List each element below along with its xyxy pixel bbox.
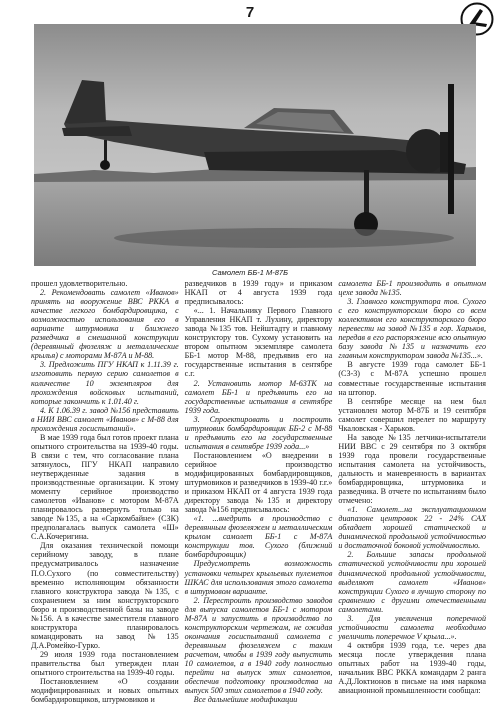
page-number: 7 (245, 4, 255, 21)
aircraft-photo (34, 24, 476, 266)
paragraph: 3. Предложить ПГУ НКАП к 1.11.39 г. изготовить первую серию самолетов в количестве 10 экземпляров для прохождения войсковых испытаний, которые закончить к 1.01.40 г. (31, 360, 179, 406)
paragraph: «1. Самолет...на эксплуатационном диапазоне центровок 22 - 24% САХ обладает хорошей статической и динамической продольной устойчивостью и достаточной боковой устойчивостью. (338, 505, 487, 551)
paragraph: Постановлением «О внедрении в серийное производство модифицированных бомбардировщиков, штурмовиков и разведчиков в 1939-40 г.г.» и приказом НКАП от 4 августа 1939 года директору завода №135 и директору завода №156 предписывалось: (184, 450, 333, 515)
paragraph: 2. Установить мотор М-63ТК на самолет ББ-1 и предъявить его на государственные испытания в сентябре 1939 года. (184, 378, 333, 415)
paragraph: 3. Спроектировать и построить штурмовик бомбардировщик ББ-2 с М-88 и предъявить его на государственные испытания в сентябре 1939 года...» (184, 414, 333, 451)
paragraph: В мае 1939 года был готов проект плана опытного строительства на 1939-40 годы. В связи с тем, что согласование плана затянулось, ПГУ НКАП направило неутвержденные задания в производственные организации. К этому моменту серийное производство самолетов «Иванов» с мотором М-87А планировалось развернуть только на заводе №135, а на «Саркомбайне» (СЗК) предполагалась выпуск самолета «Ш» С.А.Кочеригина. (31, 432, 179, 542)
paragraph: Предусмотреть возможность установки четырех крыльевых пулеметов ШКАС для использования этого самолета в штурмовом варианте. (184, 559, 333, 596)
paragraph: 4 октября 1939 года, т.е. через два месяца после утверждения плана опытных работ на 1939-40 годы, начальник ВВС РККА командарм 2 ранга А.Д.Локтионов в письме на имя наркома авиационной промышленности сообщал: (338, 640, 487, 696)
text-column (184, 279, 333, 704)
paragraph: Постановлением «О создании модифицированных и новых опытных бомбардировщиков, штурмовиков и (31, 677, 179, 704)
paragraph: В сентябре месяце на нем был установлен мотор М-87Б и 19 сентября самолет совершил перелет по маршруту Чкаловская - Харьков. (338, 396, 487, 433)
paragraph: 3. Для увеличения поперечной устойчивости самолета необходимо увеличить поперечное V крыла...». (338, 613, 487, 641)
text-column (31, 279, 179, 704)
article-body (31, 279, 487, 704)
aircraft-photo-image (34, 24, 476, 266)
photo-caption: Самолет ББ-1 М-87Б (212, 268, 288, 277)
paragraph: 2. Перестроить производство заводов для выпуска самолетов ББ-1 с мотором М-87А и запустить в производство по конструкторским чертежам, не ожидая окончания госиспытаний самолета с деревянным фюзеляжем с таким расчетом, чтобы в 1939 году выпустить 10 самолетов, а в 1940 году полностью перейти на выпуск этих самолетов, обеспечив подготовку производства на выпуск 500 этих самолетов в 1940 году. (184, 595, 333, 696)
paragraph: На заводе №135 летчики-испытатели НИИ ВВС с 29 сентября по 3 октября 1939 года провели государственные испытания самолета на устойчивость, дальность и маневренность в вариантах бомбардировщика, штурмовика и разведчика. В отчете по испытаниям было отмечено: (338, 432, 487, 506)
paragraph: «1. ...внедрить в производство с деревянным фюзеляжем и металлическим крылом самолет ББ-1 с М-87А конструкции тов. Сухого (ближний бомбардировщик) (184, 514, 333, 560)
paragraph: 4. К 1.06.39 г. завод №156 представить в НИИ ВВС самолет «Иванов» с М-88 для прохождения госиспытаний». (31, 405, 179, 433)
paragraph: разведчиков в 1939 году» и приказом НКАП от 4 августа 1939 года предписывалось: (184, 279, 333, 307)
paragraph: Все дальнейшие модификации (193, 695, 298, 704)
paragraph: самолета ББ-1 производить в опытном цехе завода №135. (338, 279, 487, 298)
text-column (338, 279, 487, 696)
paragraph: 3. Главного конструктора тов. Сухого с его конструкторским бюро со всем коллективом его конструкторского бюро перевести на завод №135 в гор. Харьков, передав в его распоряжение всю опытную базу завода №135 и назначить его главным конструктором завода №135...». (338, 297, 487, 361)
paragraph: 2. Рекомендовать самолет «Иванов» принять на вооружение ВВС РККА в качестве легкого бомбардировщика, с возможностью использования его в варианте штурмовика и ближнего разведчика в смешанной конструкции (деревянный фюзеляж и металлические крылья) с моторами М-87А и М-88. (31, 288, 179, 361)
paragraph: прошел удовлетворительно. (31, 279, 128, 288)
paragraph: 2. Большие запасы продольной статической устойчивости при хорошей динамической продольной устойчивости, выделяют самолет «Иванов» конструкции Сухого в лучшую сторону по сравнению с другими отечественными самолетами. (338, 550, 487, 614)
paragraph: В августе 1939 года самолет ББ-1 (СЗ-3) с М-87А успешно прошел совместные государственные испытания на штопор. (338, 360, 487, 397)
paragraph: «... 1. Начальнику Первого Главного Управления НКАП т. Лухину, директору завода №135 тов. Нейштадту и главному конструктору тов. Сухому установить на втором опытном экземпляре самолета ББ-1 мотор М-88, предъявив его на государственные испытания в сентябре с.г. (184, 306, 333, 379)
paragraph: Для оказания технической помощи серийному заводу, в плане предусматривалось назначение П.О.Сухого (по совместительству) временно исполняющим обязанности главного конструктора завода №135, с сохранением за ним конструкторского бюро и производственной базы на заводе №156. А в качестве заместителя главного конструктора планировалось командировать на завод №135 Д.А.Ромейко-Гурко. (31, 541, 179, 650)
paragraph: 29 июля 1939 года постановлением правительства был утвержден план опытного строительства на 1939-40 годы. (31, 649, 179, 678)
